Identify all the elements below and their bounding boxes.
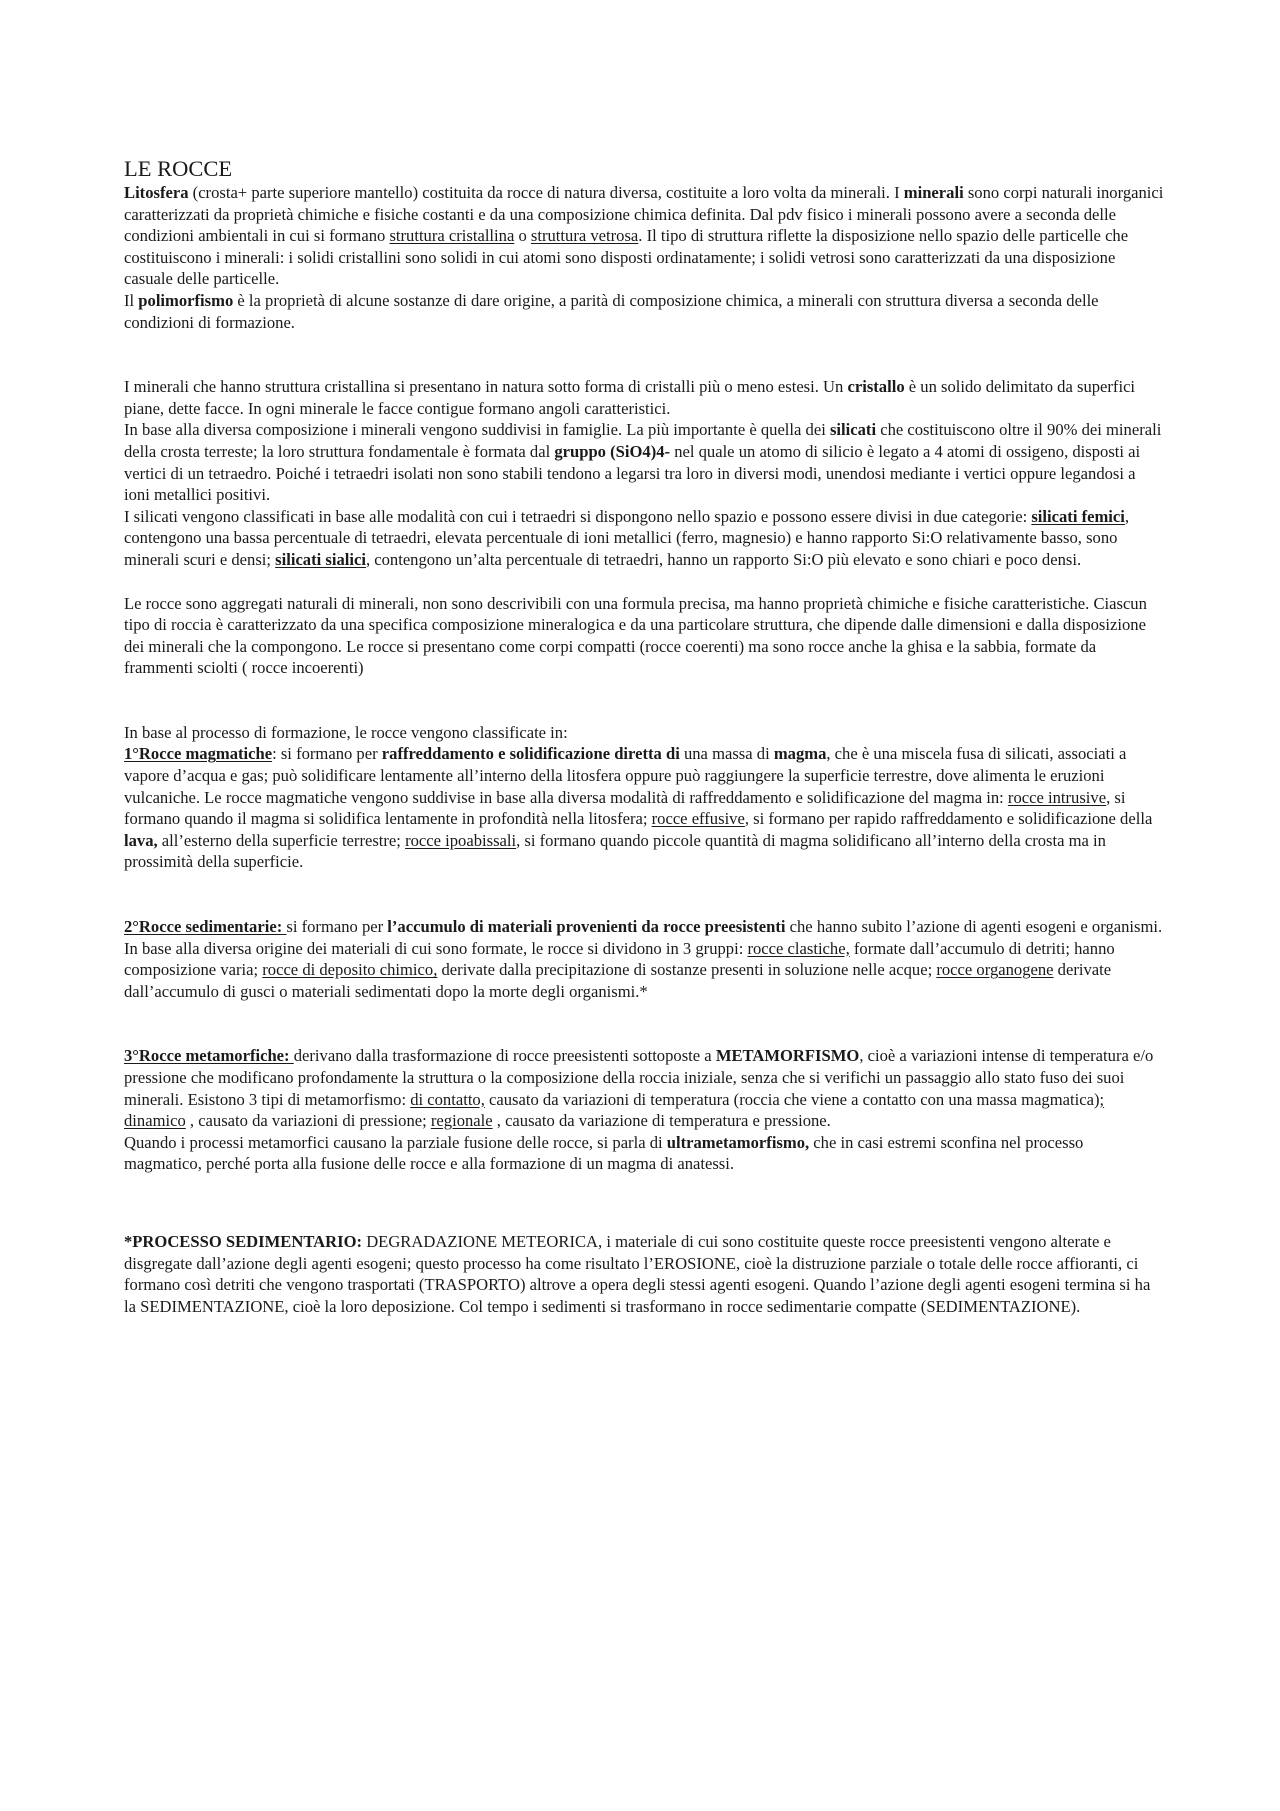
paragraph-rocce-magmatiche — [124, 743, 1164, 873]
text: è un solido delimitato da superfici piane, dette facce. In ogni minerale le facce contigue formano angoli caratteristici. — [124, 377, 1136, 418]
text: una massa di — [679, 744, 774, 764]
text: che costituiscono oltre il 90% dei minerali della crosta terreste; la loro struttura fondamentale è formata dal — [124, 420, 1162, 461]
paragraph-polimorfismo — [124, 290, 1164, 333]
text: , che è una miscela fusa di silicati, associati a vapore d’acqua e gas; può solidificare lentamente all’interno della litosfera oppure può raggiungere la superficie terrestre, dove alimenta le eruzioni vulcaniche. Le rocce magmatiche vengono suddivise in base alla diversa modalità di raffreddamento e solidificazione del magma in: — [124, 744, 1127, 807]
term-rocce-clastiche: rocce clastiche, — [747, 938, 850, 958]
term-ultrametamorfismo: ultrametamorfismo, — [666, 1132, 810, 1152]
text: . Il tipo di struttura riflette la disposizione nello spazio delle particelle che costituiscono i minerali: i solidi cristallini sono solidi in cui atomi sono disposti ordinatamente; i solidi vetrosi sono caratterizzati da una disposizione casuale delle particelle. — [124, 226, 1129, 289]
term-minerali: minerali — [903, 183, 964, 202]
heading-rocce-magmatiche: 1°Rocce magmatiche — [124, 744, 273, 764]
term-silicati-sialici: silicati sialici — [275, 549, 366, 569]
paragraph-classificazione-rocce: In base al processo di formazione, le rocce vengono classificate in: — [124, 722, 568, 742]
text: Quando i processi metamorfici causano la parziale fusione delle rocce, si parla di — [124, 1132, 667, 1152]
term-regionale: regionale — [430, 1111, 493, 1131]
page-title: LE ROCCE — [124, 156, 233, 181]
text: (crosta+ parte superiore mantello) costituita da rocce di natura diversa, costituite a loro volta da minerali. I — [188, 183, 904, 202]
paragraph-litosfera — [124, 182, 1164, 290]
spacer — [124, 1002, 1164, 1045]
text: , contengono una bassa percentuale di tetraedri, elevata percentuale di ioni metallici (ferro, magnesio) e hanno rapporto Si:O relativamente basso, sono minerali scuri e densi; — [124, 506, 1130, 569]
text: causato da variazioni di temperatura (roccia che viene a contatto con una massa magmatica) — [484, 1089, 1100, 1109]
paragraph-processo-sedimentario — [124, 1231, 1164, 1317]
text: , contengono un’alta percentuale di tetraedri, hanno un rapporto Si:O più elevato e sono chiari e poco densi. — [365, 549, 1082, 569]
term-silicati: silicati — [829, 420, 877, 440]
text: è la proprietà di alcune sostanze di dare origine, a parità di composizione chimica, a minerali con struttura diversa a seconda delle condizioni di formazione. — [124, 290, 1099, 332]
term-rocce-effusive: rocce effusive — [651, 809, 745, 829]
paragraph-rocce-metamorfiche — [124, 1045, 1164, 1131]
text: si formano per — [286, 917, 388, 937]
text: derivate dall’accumulo di gusci o materiali sedimentati dopo la morte degli organismi.* — [124, 960, 1112, 1001]
text: , si formano quando piccole quantità di magma solidificano all’interno della crosta ma in prossimità della superficie. — [124, 830, 1106, 872]
document-body — [124, 156, 1164, 1317]
paragraph-ultrametamorfismo — [124, 1132, 1164, 1175]
text: nel quale un atomo di silicio è legato a 4 atomi di ossigeno, disposti ai vertici di un tetraedro. Poiché i tetraedri isolati non sono stabili tendono a legarsi tra loro in diversi modi, unendosi mediante i vertici oppure legandosi a ioni metallici positivi. — [124, 441, 1141, 505]
heading-processo-sedimentario: *PROCESSO SEDIMENTARIO: — [124, 1231, 363, 1251]
spacer — [124, 873, 1164, 916]
spacer — [124, 571, 1164, 593]
text: , causato da variazioni di pressione; — [185, 1111, 431, 1131]
term-lava: lava, — [124, 830, 158, 850]
spacer — [124, 333, 1164, 376]
term-metamorfismo: METAMORFISMO — [715, 1046, 860, 1066]
text: I silicati vengono classificati in base alle modalità con cui i tetraedri si dispongono nello spazio e possono essere divisi in due categorie: — [124, 506, 1032, 526]
paragraph-rocce: Le rocce sono aggregati naturali di minerali, non sono descrivibili con una formula precisa, ma hanno proprietà chimiche e fisiche caratteristiche. Ciascun tipo di roccia è caratterizzato da una specifica composizione mineralogica e da una particolare struttura, che dipende dalle dimensioni e dalla disposizione dei minerali che la compongono. Le rocce si presentano come corpi compatti (rocce coerenti) ma sono rocce anche la ghisa e la sabbia, formate da frammenti sciolti ( rocce incoerenti) — [124, 593, 1147, 678]
heading-rocce-sedimentarie: 2°Rocce sedimentarie: — [124, 917, 287, 937]
text: Il — [124, 290, 139, 310]
text: o — [514, 226, 531, 246]
text: formate dall’accumulo di detriti; hanno composizione varia; — [124, 938, 1115, 980]
text: I minerali che hanno struttura cristallina si presentano in natura sotto forma di cristalli più o meno estesi. Un — [124, 377, 848, 397]
term-dinamico: ; dinamico — [124, 1089, 1105, 1131]
text: , si formano quando il magma si solidifica lentamente in profondità nella litosfera; — [124, 787, 1126, 829]
spacer — [124, 1175, 1164, 1231]
term-rocce-deposito-chimico: rocce di deposito chimico, — [262, 960, 438, 980]
heading-rocce-metamorfiche: 3°Rocce metamorfiche: — [124, 1046, 294, 1066]
spacer — [124, 679, 1164, 722]
term-struttura-vetrosa: struttura vetrosa — [530, 226, 639, 246]
paragraph-cristallo — [124, 376, 1164, 419]
term-rocce-ipoabissali: rocce ipoabissali — [405, 830, 517, 850]
text: derivate dalla precipitazione di sostanze presenti in soluzione nelle acque; — [437, 960, 937, 980]
text: sono corpi naturali inorganici caratterizzati da proprietà chimiche e fisiche costanti e da una composizione chimica definita. Dal pdv fisico i minerali possono avere a seconda delle condizioni ambientali in cui si formano — [124, 183, 1164, 246]
paragraph-rocce-sedimentarie — [124, 916, 1164, 1002]
paragraph-classificazione-silicati — [124, 506, 1164, 571]
term-struttura-cristallina: struttura cristallina — [389, 226, 515, 246]
term-raffreddamento: raffreddamento e solidificazione diretta di — [381, 744, 680, 764]
text: In base alla diversa composizione i minerali vengono suddivisi in famiglie. La più importante è quella dei — [124, 420, 830, 440]
paragraph-silicati — [124, 419, 1164, 505]
term-silicati-femici: silicati femici — [1031, 506, 1125, 526]
term-magma: magma — [773, 744, 827, 764]
term-cristallo: cristallo — [847, 377, 905, 397]
text: , si formano per rapido raffreddamento e solidificazione della — [744, 809, 1153, 829]
term-rocce-intrusive: rocce intrusive — [1007, 787, 1107, 807]
text: che in casi estremi sconfina nel processo magmatico, perché porta alla fusione delle rocce e alla formazione di un magma di anatessi. — [124, 1132, 1084, 1174]
text: derivano dalla trasformazione di rocce preesistenti sottoposte a — [293, 1046, 716, 1066]
term-polimorfismo: polimorfismo — [138, 290, 234, 310]
text: che hanno subito l’azione di agenti esogeni e organismi. In base alla diversa origine dei materiali di cui sono formate, le rocce si dividono in 3 gruppi: — [124, 917, 1163, 958]
term-rocce-organogene: rocce organogene — [936, 960, 1054, 980]
term-litosfera: Litosfera — [124, 183, 189, 202]
text: DEGRADAZIONE METEORICA, i materiale di cui sono costituite queste rocce preesistenti vengono alterate e disgregate dall’azione degli agenti esogeni; questo processo ha come risultato l’EROSIONE, cioè la distruzione parziale o totale delle rocce affioranti, ci formano così detriti che vengono trasportati (TRASPORTO) altrove a opera degli stessi agenti esogeni. Quando l’azione degli agenti esogeni termina si ha la SEDIMENTAZIONE, cioè la loro deposizione. Col tempo i sedimenti si trasformano in rocce sedimentarie compatte (SEDIMENTAZIONE). — [124, 1231, 1151, 1316]
text: all’esterno della superficie terrestre; — [157, 830, 406, 850]
text: : si formano per — [272, 744, 382, 764]
text: , causato da variazione di temperatura e pressione. — [492, 1111, 831, 1131]
term-accumulo: l’accumulo di materiali provenienti da rocce preesistenti — [387, 917, 786, 937]
term-di-contatto: di contatto, — [410, 1089, 485, 1109]
term-gruppo-sio4: gruppo (SiO4)4- — [554, 441, 671, 461]
text: , cioè a variazioni intense di temperatura e/o pressione che modificano profondamente la struttura o la composizione della roccia iniziale, senza che si verifichi un passaggio allo stato fuso dei suoi minerali. Esistono 3 tipi di metamorfismo: — [124, 1046, 1154, 1109]
